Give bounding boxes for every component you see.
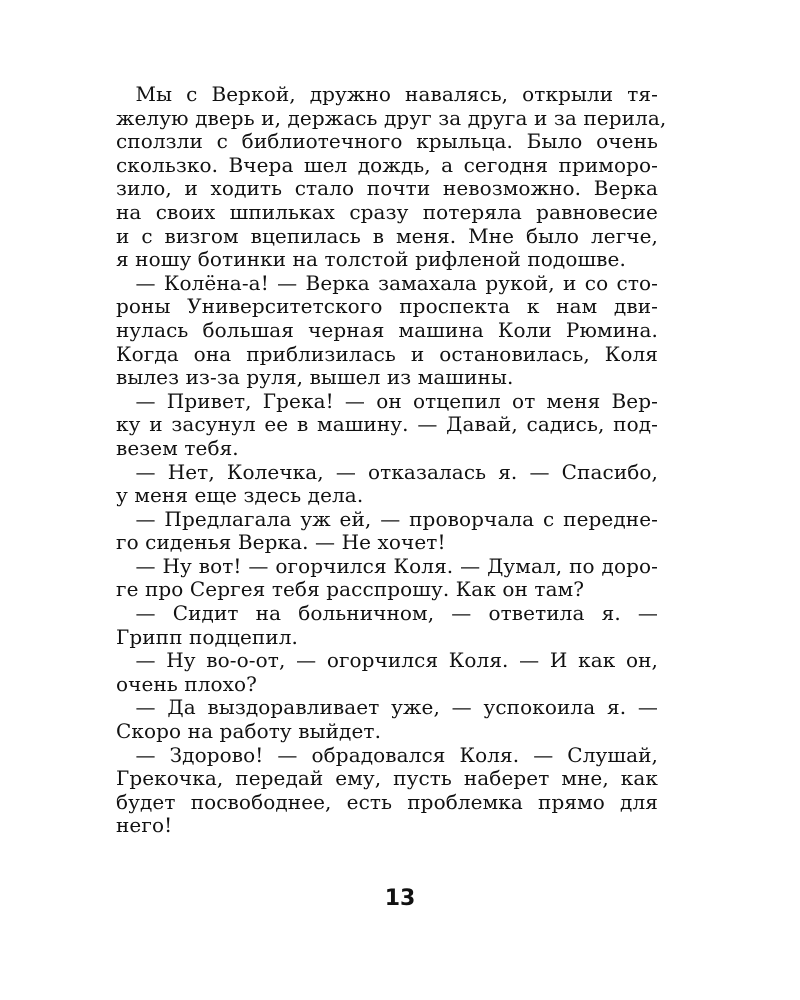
text-line: очень плохо? — [116, 671, 257, 696]
text-line: — Нет, Колечка, — отказалась я. — Спасибо, — [135, 459, 658, 484]
text-line: и с визгом вцепилась в меня. Мне было легче, — [116, 223, 658, 248]
text-line: — Привет, Грека! — он отцепил от меня Вер- — [135, 388, 658, 413]
text-line: роны Университетского проспекта к нам дви- — [116, 294, 658, 319]
text-line: будет посвободнее, есть проблемка прямо для — [116, 789, 658, 814]
text-line: вылез из-за руля, вышел из машины. — [116, 365, 514, 390]
text-line: на своих шпильках сразу потеряла равновесие — [116, 199, 658, 224]
text-line: него! — [116, 813, 173, 838]
text-line: Грекочка, передай ему, пусть наберет мне, как — [116, 766, 658, 791]
text-line: Грипп подцепил. — [116, 624, 298, 649]
text-line: зило, и ходить стало почти невозможно. Верка — [116, 176, 658, 201]
text-line: — Да выздоравливает уже, — успокоила я. — — [135, 695, 658, 720]
text-line: го сиденья Верка. — Не хочет! — [116, 530, 446, 555]
text-line: нулась большая черная машина Коли Рюмина. — [116, 317, 658, 342]
text-line: везем тебя. — [116, 435, 239, 460]
text-line: — Предлагала уж ей, — проворчала с передне- — [135, 506, 658, 531]
text-line: Когда она приблизилась и остановилась, Коля — [116, 341, 658, 366]
page-number: 13 — [384, 886, 416, 911]
text-line: скользко. Вчера шел дождь, а сегодня приморо- — [116, 152, 658, 177]
text-line: — Здорово! — обрадовался Коля. — Слушай, — [135, 742, 658, 767]
body-text — [116, 82, 667, 838]
text-line: у меня еще здесь дела. — [116, 483, 364, 508]
text-line: ге про Сергея тебя расспрошу. Как он там? — [116, 577, 585, 602]
text-line: сползли с библиотечного крыльца. Было очень — [116, 129, 658, 154]
text-line: Скоро на работу выйдет. — [116, 719, 382, 744]
text-line: Мы с Веркой, дружно навалясь, открыли тя- — [135, 82, 658, 106]
text-line: — Сидит на больничном, — ответила я. — — [135, 601, 658, 626]
text-line: ку и засунул ее в машину. — Давай, садись, под- — [116, 412, 658, 437]
text-line: — Ну во-о-от, — огорчился Коля. — И как он, — [135, 648, 658, 673]
text-line: желую дверь и, держась друг за друга и за перила, — [116, 105, 667, 130]
text-line: — Ну вот! — огорчился Коля. — Думал, по доро- — [135, 553, 658, 578]
text-line: — Колёна-а! — Верка замахала рукой, и со сто- — [135, 270, 658, 295]
text-line: я ношу ботинки на толстой рифленой подошве. — [116, 247, 626, 272]
